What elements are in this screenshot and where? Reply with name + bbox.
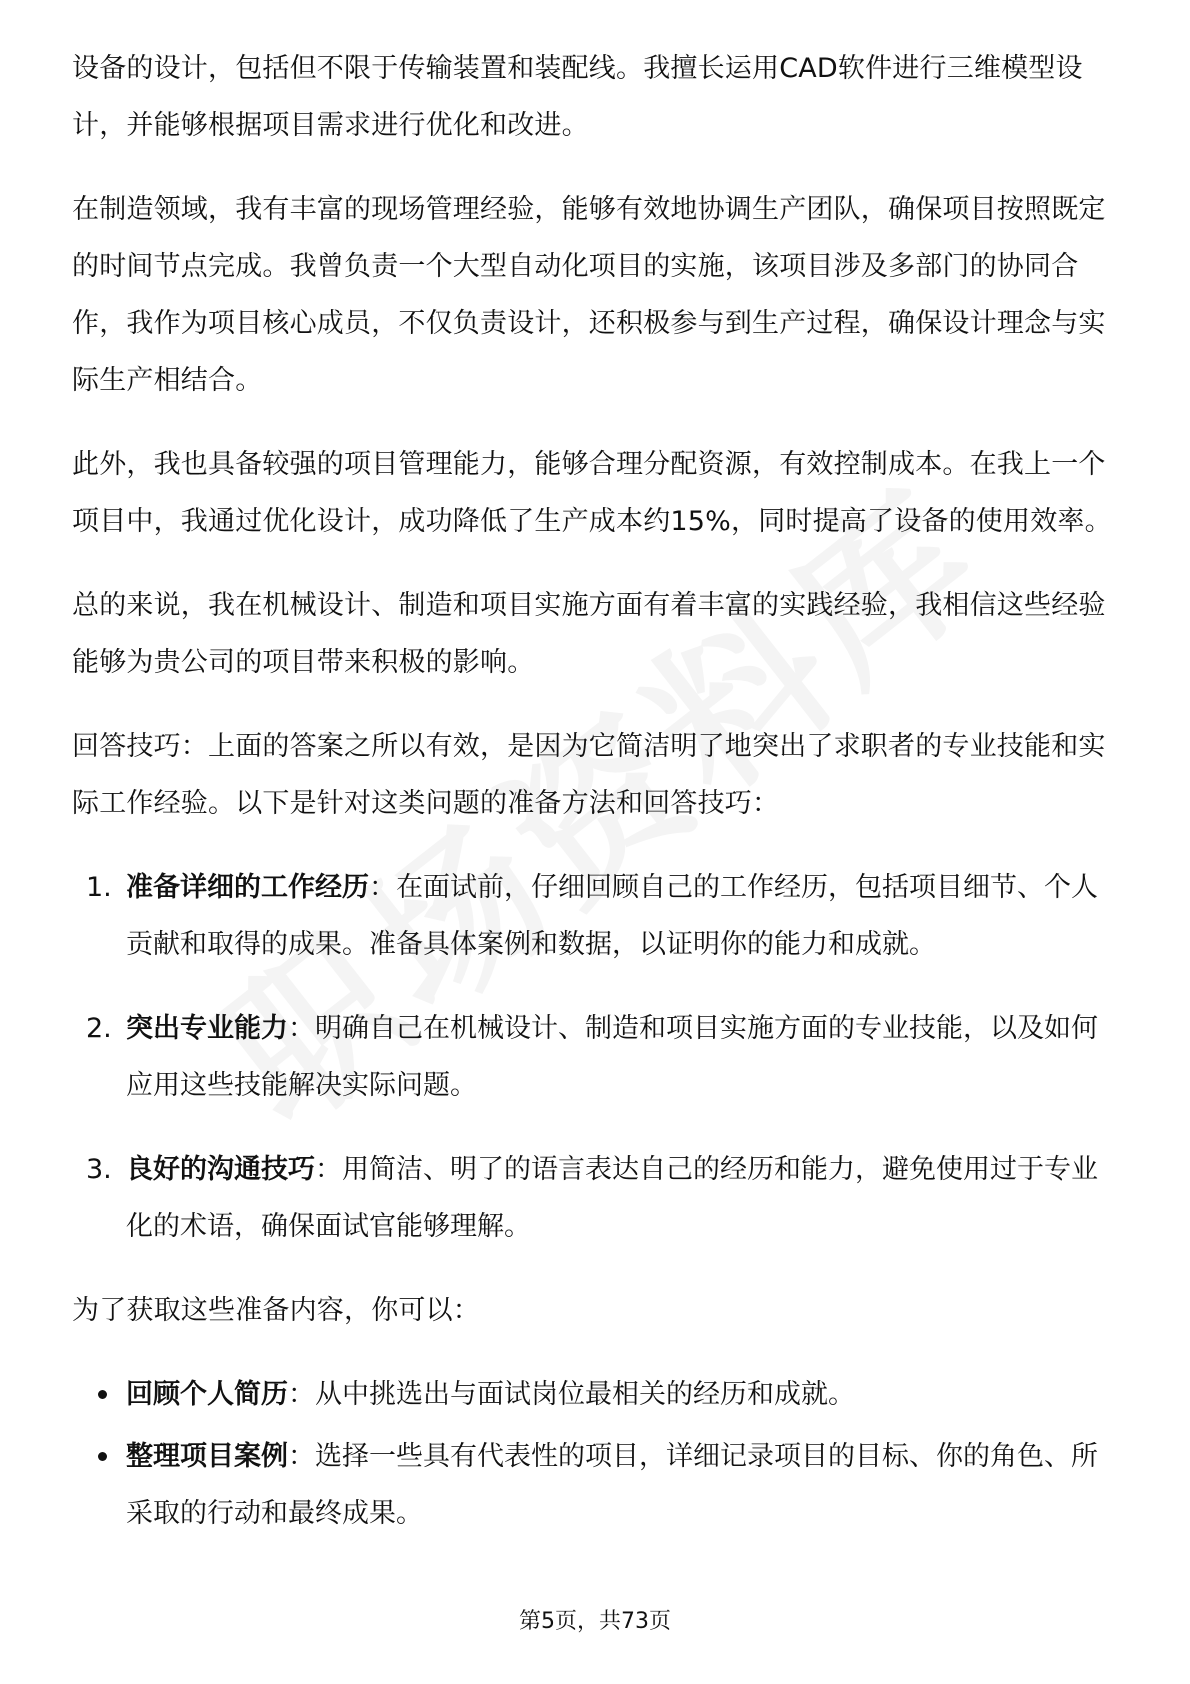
- list-number: 1.: [86, 872, 112, 903]
- list-item: [72, 1141, 1118, 1255]
- paragraph-preparation: 为了获取这些准备内容，你可以：: [72, 1295, 480, 1326]
- list-item: [72, 1000, 1118, 1114]
- list-number: 2.: [86, 1013, 112, 1044]
- bullet-icon: [98, 1390, 107, 1399]
- list-item-text: ：用简洁、明了的语言表达自己的经历和能力，避免使用过于专业化的术语，确保面试官能够理解。: [126, 1154, 1098, 1242]
- list-item-text: ：从中挑选出与面试岗位最相关的经历和成就。: [288, 1379, 855, 1410]
- list-item-text: ：选择一些具有代表性的项目，详细记录项目的目标、你的角色、所采取的行动和最终成果。: [126, 1441, 1098, 1529]
- list-item: [72, 1366, 1118, 1423]
- list-item-title: 回顾个人简历: [126, 1379, 288, 1410]
- document-page: [72, 40, 1118, 1547]
- bullet-icon: [98, 1452, 107, 1461]
- list-item-text: ：在面试前，仔细回顾自己的工作经历，包括项目细节、个人贡献和取得的成果。准备具体案例和数据，以证明你的能力和成就。: [126, 872, 1098, 960]
- list-item-text: ：明确自己在机械设计、制造和项目实施方面的专业技能，以及如何应用这些技能解决实际问题。: [126, 1013, 1098, 1101]
- list-number: 3.: [86, 1154, 112, 1185]
- numbered-list: [72, 859, 1118, 1255]
- list-item: [72, 859, 1118, 973]
- paragraph-answer-tips: 回答技巧：上面的答案之所以有效，是因为它简洁明了地突出了求职者的专业技能和实际工作经验。以下是针对这类问题的准备方法和回答技巧：: [72, 731, 1106, 819]
- paragraph-design: 设备的设计，包括但不限于传输装置和装配线。我擅长运用CAD软件进行三维模型设计，并能够根据项目需求进行优化和改进。: [72, 53, 1083, 141]
- page-number: 第5页，共73页: [519, 1609, 671, 1634]
- list-item-title: 良好的沟通技巧: [126, 1154, 315, 1185]
- list-item: [72, 1428, 1118, 1542]
- paragraph-summary: 总的来说，我在机械设计、制造和项目实施方面有着丰富的实践经验，我相信这些经验能够为贵公司的项目带来积极的影响。: [72, 590, 1106, 678]
- bullet-list: [72, 1366, 1118, 1542]
- list-item-title: 整理项目案例: [126, 1441, 288, 1472]
- paragraph-manufacturing: 在制造领域，我有丰富的现场管理经验，能够有效地协调生产团队，确保项目按照既定的时间节点完成。我曾负责一个大型自动化项目的实施，该项目涉及多部门的协同合作，我作为项目核心成员，不仅负责设计，还积极参与到生产过程，确保设计理念与实际生产相结合。: [72, 194, 1106, 396]
- list-item-title: 准备详细的工作经历: [126, 872, 369, 903]
- list-item-title: 突出专业能力: [126, 1013, 288, 1044]
- paragraph-project-management: 此外，我也具备较强的项目管理能力，能够合理分配资源，有效控制成本。在我上一个项目中，我通过优化设计，成功降低了生产成本约15%，同时提高了设备的使用效率。: [72, 449, 1112, 537]
